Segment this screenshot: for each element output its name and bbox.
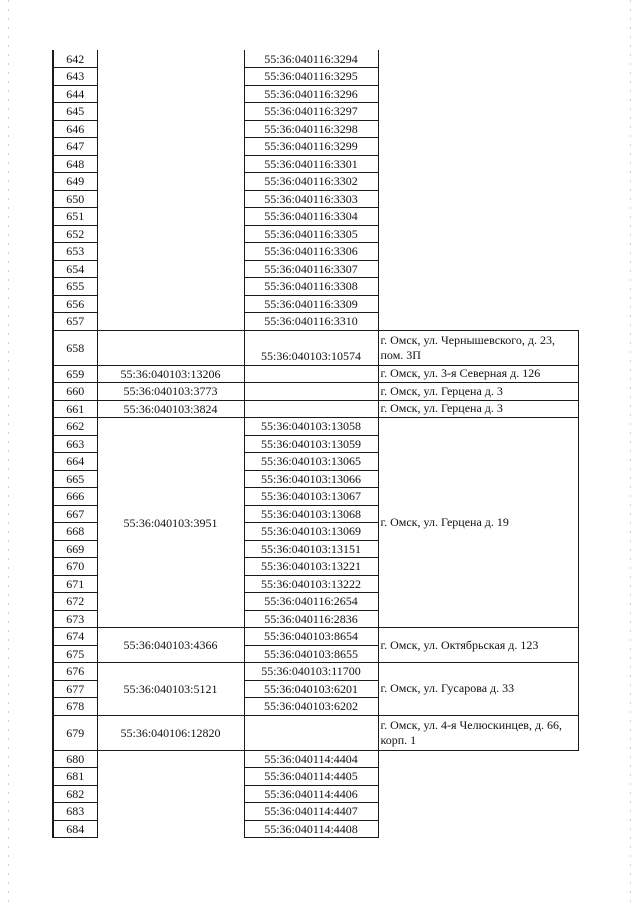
cadastral-number: 55:36:040116:3302 [244, 173, 378, 191]
address-cell [378, 750, 578, 838]
cadastral-number: 55:36:040116:2836 [244, 610, 378, 628]
table-row [53, 628, 578, 646]
row-number: 684 [53, 820, 97, 838]
cadastral-number [244, 400, 378, 418]
cadastral-number [244, 715, 378, 750]
row-number: 664 [53, 453, 97, 471]
row-number: 645 [53, 103, 97, 121]
cadastral-number: 55:36:040116:3301 [244, 155, 378, 173]
cadastral-number: 55:36:040114:4406 [244, 785, 378, 803]
cadastral-number: 55:36:040116:3297 [244, 103, 378, 121]
building-cadastral-number: 55:36:040103:3773 [97, 383, 244, 401]
cadastral-number: 55:36:040116:3294 [244, 50, 378, 68]
row-number: 660 [53, 383, 97, 401]
row-number: 676 [53, 663, 97, 681]
cadastral-number: 55:36:040116:3295 [244, 68, 378, 86]
address: г. Омск, ул. Гусарова д. 33 [378, 663, 578, 716]
cadastral-number: 55:36:040116:3305 [244, 225, 378, 243]
cadastral-number: 55:36:040103:13221 [244, 558, 378, 576]
building-cadastral-number: 55:36:040103:3824 [97, 400, 244, 418]
row-number: 643 [53, 68, 97, 86]
cadastral-number: 55:36:040103:13069 [244, 523, 378, 541]
row-number: 665 [53, 470, 97, 488]
building-cadastral-number: 55:36:040103:3951 [97, 418, 244, 628]
row-number: 657 [53, 313, 97, 331]
table-row [53, 383, 578, 401]
cadastral-number: 55:36:040116:3298 [244, 120, 378, 138]
row-number: 683 [53, 803, 97, 821]
cadastral-number: 55:36:040114:4408 [244, 820, 378, 838]
cadastral-number: 55:36:040116:3303 [244, 190, 378, 208]
cadastral-number: 55:36:040103:13151 [244, 540, 378, 558]
address-cell [378, 50, 578, 330]
row-number: 663 [53, 435, 97, 453]
row-number: 672 [53, 593, 97, 611]
address: г. Омск, ул. Герцена д. 3 [378, 400, 578, 418]
row-number: 652 [53, 225, 97, 243]
cadastral-number: 55:36:040103:6201 [244, 680, 378, 698]
row-number: 651 [53, 208, 97, 226]
cadastral-number: 55:36:040103:13059 [244, 435, 378, 453]
row-number: 646 [53, 120, 97, 138]
row-number: 671 [53, 575, 97, 593]
cadastral-number: 55:36:040114:4404 [244, 750, 378, 768]
building-cadastral-cell [97, 50, 244, 330]
cadastral-number: 55:36:040103:13065 [244, 453, 378, 471]
row-number: 673 [53, 610, 97, 628]
cadastral-number [244, 365, 378, 383]
cadastral-number: 55:36:040103:8654 [244, 628, 378, 646]
row-number: 656 [53, 295, 97, 313]
row-number: 680 [53, 750, 97, 768]
row-number: 661 [53, 400, 97, 418]
row-number: 666 [53, 488, 97, 506]
table-row [53, 365, 578, 383]
address: г. Омск, ул. 3-я Северная д. 126 [378, 365, 578, 383]
cadastral-number: 55:36:040116:3296 [244, 85, 378, 103]
address: г. Омск, ул. Октябрьская д. 123 [378, 628, 578, 663]
cadastral-number: 55:36:040116:2654 [244, 593, 378, 611]
row-number: 670 [53, 558, 97, 576]
cadastral-number: 55:36:040116:3307 [244, 260, 378, 278]
row-number: 650 [53, 190, 97, 208]
cadastral-number: 55:36:040116:3304 [244, 208, 378, 226]
cadastral-number: 55:36:040103:13067 [244, 488, 378, 506]
cadastral-number: 55:36:040114:4407 [244, 803, 378, 821]
address: г. Омск, ул. Герцена д. 3 [378, 383, 578, 401]
row-number: 668 [53, 523, 97, 541]
cadastral-number [244, 383, 378, 401]
left-margin-artifact [8, 0, 9, 905]
address: г. Омск, ул. Герцена д. 19 [378, 418, 578, 628]
building-cadastral-cell [97, 330, 244, 365]
cadastral-number: 55:36:040103:13058 [244, 418, 378, 436]
cadastral-number: 55:36:040103:13222 [244, 575, 378, 593]
address: г. Омск, ул. Чернышевского, д. 23, пом. 3П [378, 330, 578, 365]
row-number: 674 [53, 628, 97, 646]
cadastral-number: 55:36:040103:13068 [244, 505, 378, 523]
row-number: 654 [53, 260, 97, 278]
row-number: 662 [53, 418, 97, 436]
cadastral-number: 55:36:040103:13066 [244, 470, 378, 488]
row-number: 642 [53, 50, 97, 68]
cadastral-number: 55:36:040114:4405 [244, 768, 378, 786]
cadastral-table [52, 50, 579, 838]
row-number: 682 [53, 785, 97, 803]
row-number: 655 [53, 278, 97, 296]
building-cadastral-number: 55:36:040103:13206 [97, 365, 244, 383]
right-margin-artifact [630, 0, 631, 905]
building-cadastral-number: 55:36:040106:12820 [97, 715, 244, 750]
cadastral-number: 55:36:040116:3309 [244, 295, 378, 313]
table-row [53, 50, 578, 68]
row-number: 659 [53, 365, 97, 383]
table-row [53, 400, 578, 418]
table-row [53, 663, 578, 681]
row-number: 658 [53, 330, 97, 365]
table-row [53, 750, 578, 768]
row-number: 647 [53, 138, 97, 156]
building-cadastral-number: 55:36:040103:5121 [97, 663, 244, 716]
row-number: 669 [53, 540, 97, 558]
cadastral-number: 55:36:040116:3310 [244, 313, 378, 331]
row-number: 677 [53, 680, 97, 698]
building-cadastral-number: 55:36:040103:4366 [97, 628, 244, 663]
row-number: 679 [53, 715, 97, 750]
row-number: 644 [53, 85, 97, 103]
row-number: 678 [53, 698, 97, 716]
row-number: 675 [53, 645, 97, 663]
cadastral-number: 55:36:040116:3308 [244, 278, 378, 296]
row-number: 648 [53, 155, 97, 173]
table-row [53, 418, 578, 436]
address: г. Омск, ул. 4-я Челюскинцев, д. 66, корп. 1 [378, 715, 578, 750]
table-row [53, 715, 578, 750]
building-cadastral-cell [97, 750, 244, 838]
row-number: 667 [53, 505, 97, 523]
row-number: 681 [53, 768, 97, 786]
cadastral-number: 55:36:040103:6202 [244, 698, 378, 716]
cadastral-number: 55:36:040103:10574 [244, 330, 378, 365]
row-number: 649 [53, 173, 97, 191]
cadastral-number: 55:36:040103:8655 [244, 645, 378, 663]
cadastral-number: 55:36:040116:3299 [244, 138, 378, 156]
cadastral-number: 55:36:040116:3306 [244, 243, 378, 261]
cadastral-number: 55:36:040103:11700 [244, 663, 378, 681]
row-number: 653 [53, 243, 97, 261]
table-row [53, 330, 578, 365]
